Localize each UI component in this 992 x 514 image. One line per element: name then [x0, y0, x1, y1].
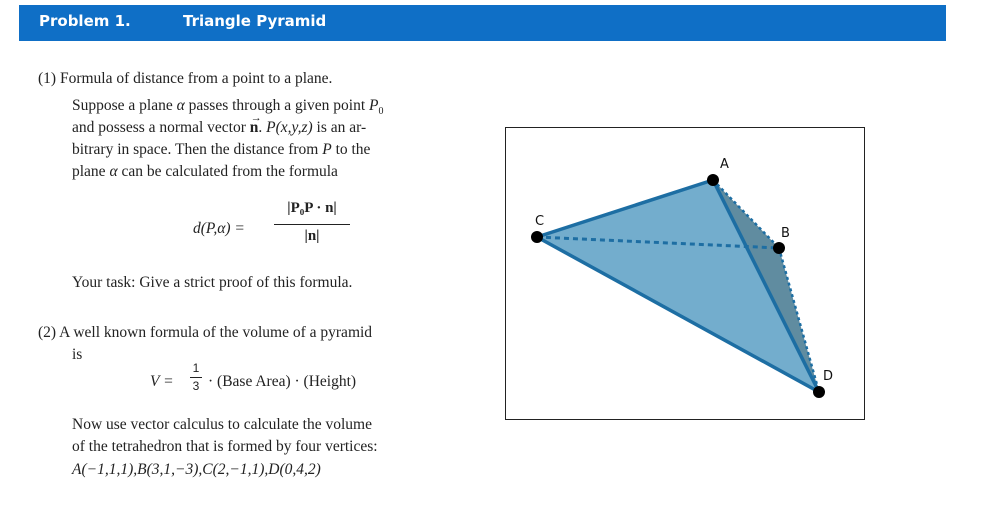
- label-a: A: [720, 157, 729, 172]
- volume-formula-rhs: · (Base Area) · (Height): [208, 373, 357, 390]
- text-fragment: can be calculated from the formula: [117, 163, 338, 180]
- vertex-d: [813, 386, 825, 398]
- part1-heading: Formula of distance from a point to a plane.: [59, 70, 333, 87]
- part1-line3: [72, 139, 370, 161]
- problem-title: Triangle Pyramid: [183, 12, 327, 30]
- part2-vertices: A(−1,1,1),B(3,1,−3),C(2,−1,1),D(0,4,2): [72, 461, 321, 478]
- volume-formula-lhs: V =: [150, 373, 174, 390]
- text-fragment: passes through a given point: [184, 97, 370, 114]
- text-fragment: bitrary in space. Then the distance from: [72, 141, 323, 158]
- fraction-denominator: 3: [192, 379, 200, 393]
- part1-heading-line: [38, 68, 332, 90]
- fraction-denominator: |n|: [304, 228, 320, 244]
- point-p: P: [322, 141, 332, 158]
- part1-line4: [72, 161, 338, 183]
- subscript-zero: 0: [378, 106, 384, 118]
- part2-line3: Now use vector calculus to calculate the volume: [72, 416, 372, 433]
- label-c: C: [535, 214, 545, 229]
- alpha-symbol: α: [109, 163, 118, 180]
- text-fragment: is an ar-: [312, 119, 367, 136]
- fraction-bar: [274, 224, 350, 225]
- normal-vector-n: [249, 112, 262, 136]
- point-pxyz: P(x,y,z): [266, 119, 313, 136]
- text-fragment: plane: [72, 163, 110, 180]
- part1-task: Your task: Give a strict proof of this formula.: [72, 274, 353, 291]
- problem-number: Problem 1.: [39, 12, 131, 30]
- part2-line1: [38, 322, 372, 344]
- part2-number: (2): [38, 324, 57, 341]
- fraction-bar: [190, 377, 202, 378]
- part2-line4: of the tetrahedron that is formed by four vertices:: [72, 438, 378, 455]
- vertex-a: [707, 174, 719, 186]
- alpha-symbol: α: [176, 97, 185, 114]
- tetrahedron-figure: [505, 127, 865, 420]
- point-p0: P: [369, 97, 379, 114]
- text-fragment: .: [258, 119, 267, 136]
- vertex-b: [773, 242, 785, 254]
- label-b: B: [781, 226, 790, 241]
- text-fragment: to the: [331, 141, 371, 158]
- vertex-c: [531, 231, 543, 243]
- distance-formula-fraction: [272, 200, 352, 244]
- text-fragment: Suppose a plane: [72, 97, 177, 114]
- formula-lhs-text: d(P,α) =: [193, 220, 245, 237]
- text-fragment: A well known formula of the volume of a pyramid: [59, 324, 373, 341]
- vector-arrow-icon: →: [250, 112, 262, 124]
- volume-formula: [150, 373, 174, 391]
- vector-letter: n: [249, 119, 259, 136]
- part1-number: (1): [38, 70, 57, 87]
- fraction-numerator: 1: [192, 361, 200, 375]
- part1-line2: [72, 112, 367, 139]
- label-d: D: [823, 369, 834, 384]
- one-third-fraction: [188, 361, 204, 393]
- part2-line2: is: [72, 346, 83, 363]
- fraction-numerator: |P₀P · n|: [287, 200, 337, 216]
- distance-formula-lhs: [193, 220, 245, 238]
- text-fragment: and possess a normal vector: [72, 119, 250, 136]
- problem-header: [19, 5, 946, 41]
